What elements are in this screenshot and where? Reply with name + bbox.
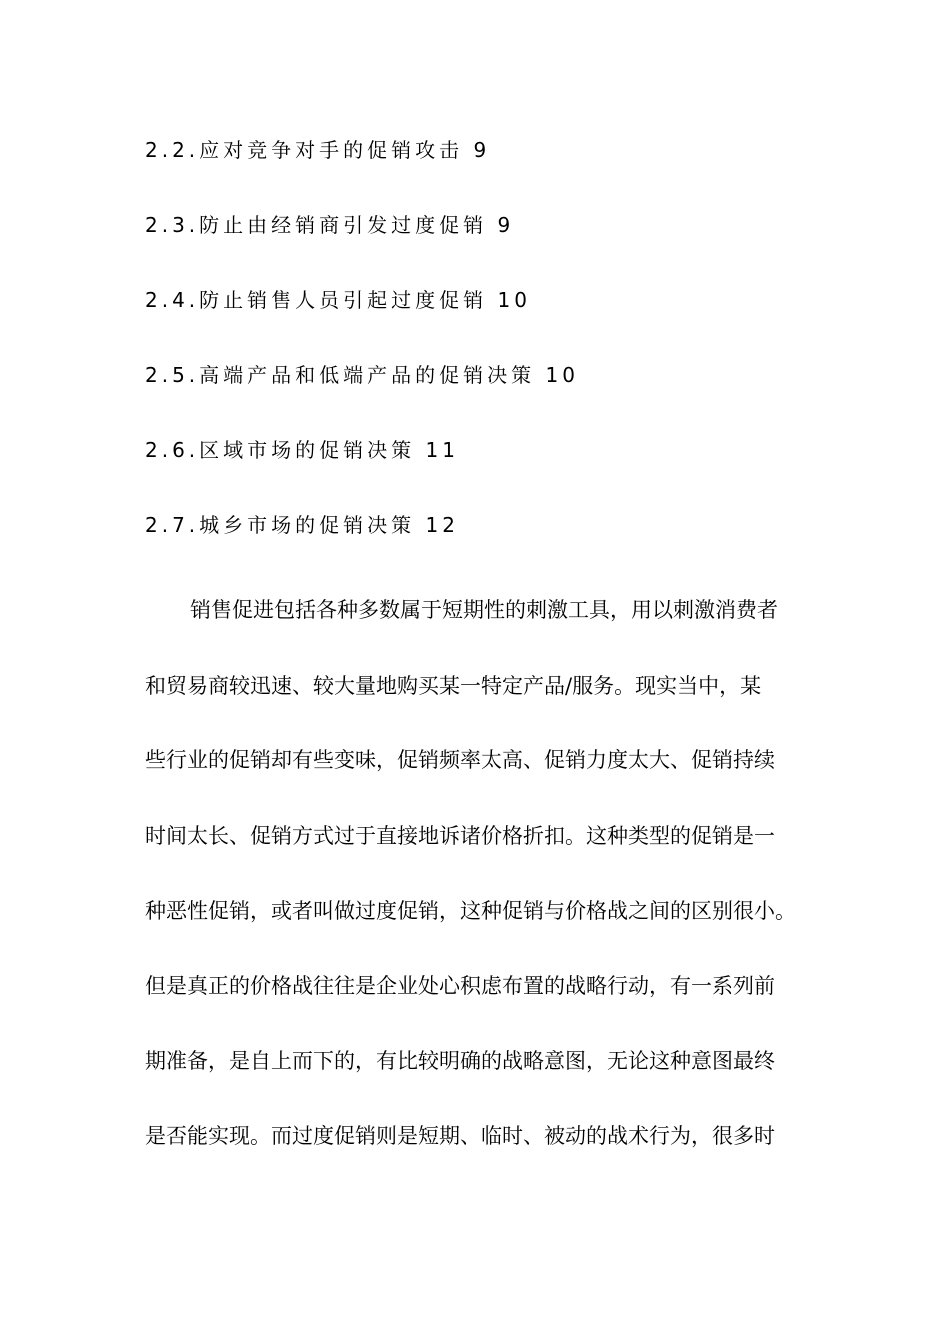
- toc-entry-2-3: 2.3.防止由经销商引发过度促销 9: [145, 213, 515, 237]
- toc-entry-2-7: 2.7.城乡市场的促销决策 12: [145, 513, 459, 537]
- paragraph-line: 期准备，是自上而下的，有比较明确的战略意图，无论这种意图最终: [145, 1049, 775, 1073]
- paragraph-line: 销售促进包括各种多数属于短期性的刺激工具，用以刺激消费者: [190, 598, 778, 622]
- toc-entry-2-4: 2.4.防止销售人员引起过度促销 10: [145, 288, 531, 312]
- paragraph-line: 时间太长、促销方式过于直接地诉诸价格折扣。这种类型的促销是一: [145, 824, 775, 848]
- toc-entry-2-5: 2.5.高端产品和低端产品的促销决策 10: [145, 363, 579, 387]
- paragraph-line: 但是真正的价格战往往是企业处心积虑布置的战略行动，有一系列前: [145, 974, 775, 998]
- paragraph-line: 种恶性促销，或者叫做过度促销，这种促销与价格战之间的区别很小。: [145, 899, 796, 923]
- toc-entry-2-2: 2.2.应对竞争对手的促销攻击 9: [145, 138, 491, 162]
- paragraph-line: 是否能实现。而过度促销则是短期、临时、被动的战术行为，很多时: [145, 1124, 775, 1148]
- paragraph-line: 和贸易商较迅速、较大量地购买某一特定产品/服务。现实当中，某: [145, 674, 762, 698]
- paragraph-line: 些行业的促销却有些变味，促销频率太高、促销力度太大、促销持续: [145, 748, 775, 772]
- toc-entry-2-6: 2.6.区域市场的促销决策 11: [145, 438, 459, 462]
